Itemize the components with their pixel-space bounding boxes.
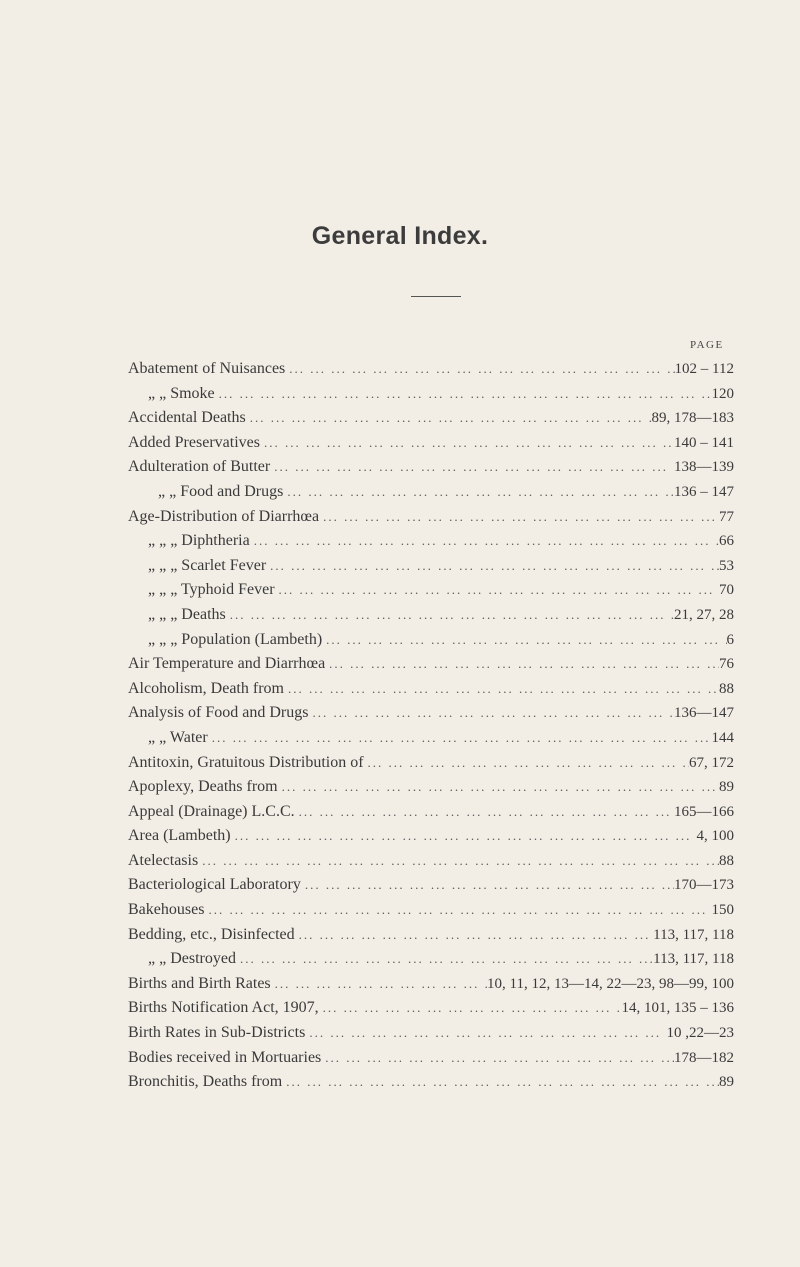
- entry-page: 67, 172: [689, 754, 734, 771]
- entry-label: „ „ Water: [148, 728, 208, 746]
- index-entry: [128, 1070, 740, 1095]
- index-entry: [128, 751, 740, 776]
- entry-page: 14, 101, 135 – 136: [621, 1000, 734, 1017]
- index-entry: [128, 505, 740, 530]
- index-entry: [128, 701, 740, 726]
- index-entry: [128, 800, 740, 825]
- title-divider: [411, 296, 461, 297]
- entry-page: 113, 117, 118: [653, 951, 734, 968]
- entry-page: 6: [726, 631, 734, 648]
- leader-dots: [282, 1070, 719, 1095]
- entry-page: 76: [719, 656, 734, 673]
- leader-dots: [305, 1021, 666, 1046]
- index-entry: [128, 726, 740, 751]
- page-column-header: PAGE: [690, 339, 724, 351]
- leader-dots: [284, 677, 719, 702]
- entry-page: 120: [711, 385, 734, 402]
- entry-page: 140 – 141: [674, 434, 734, 451]
- index-entry: [128, 1046, 740, 1071]
- entry-label: Alcoholism, Death from: [128, 679, 284, 697]
- entry-page: 165—166: [674, 803, 734, 820]
- leader-dots: [319, 996, 622, 1021]
- leader-dots: [319, 505, 719, 530]
- entry-page: 144: [711, 729, 734, 746]
- index-entry: [128, 578, 740, 603]
- index-entry: [128, 898, 740, 923]
- entry-label: Adulteration of Butter: [128, 458, 271, 476]
- leader-dots: [325, 652, 719, 677]
- leader-dots: [231, 824, 697, 849]
- leader-dots: [204, 898, 711, 923]
- entry-label: Bronchitis, Deaths from: [128, 1073, 283, 1091]
- index-entry: [128, 652, 740, 677]
- entry-label: Birth Rates in Sub-Districts: [128, 1024, 306, 1042]
- entry-label: „ „ Destroyed: [148, 950, 236, 968]
- index-entry: [128, 923, 740, 948]
- entry-page: 170—173: [674, 877, 734, 894]
- entry-label: „ „ Smoke: [148, 384, 215, 402]
- leader-dots: [226, 603, 674, 628]
- entry-label: Air Temperature and Diarrhœa: [128, 655, 326, 673]
- entry-label: Analysis of Food and Drugs: [128, 704, 309, 722]
- entry-page: 150: [711, 902, 734, 919]
- index-entry: [128, 677, 740, 702]
- page-title: General Index.: [311, 222, 489, 250]
- index-entry: [128, 480, 740, 505]
- entry-page: 88: [719, 680, 734, 697]
- leader-dots: [275, 578, 719, 603]
- entry-label: „ „ „ Population (Lambeth): [148, 630, 323, 648]
- entry-label: „ „ Food and Drugs: [158, 482, 284, 500]
- entry-label: Area (Lambeth): [128, 827, 231, 845]
- leader-dots: [266, 554, 719, 579]
- entry-page: 136—147: [674, 705, 734, 722]
- entry-label: „ „ „ Deaths: [148, 605, 226, 623]
- entry-page: 89, 178—183: [651, 410, 734, 427]
- index-list: [128, 357, 740, 1095]
- entry-label: Accidental Deaths: [128, 409, 246, 427]
- entry-label: Appeal (Drainage) L.C.C.: [128, 802, 295, 820]
- entry-label: „ „ „ Diphtheria: [148, 532, 250, 550]
- entry-label: Bedding, etc., Disinfected: [128, 925, 295, 943]
- index-entry: [128, 972, 740, 997]
- leader-dots: [208, 726, 712, 751]
- entry-page: 10 ,22—23: [666, 1025, 734, 1042]
- index-entry: [128, 529, 740, 554]
- leader-dots: [260, 431, 674, 456]
- leader-dots: [283, 480, 674, 505]
- index-entry: [128, 873, 740, 898]
- index-entry: [128, 357, 740, 382]
- leader-dots: [198, 849, 719, 874]
- index-entry: [128, 406, 740, 431]
- entry-label: Births Notification Act, 1907,: [128, 999, 319, 1017]
- entry-label: Bakehouses: [128, 901, 205, 919]
- entry-label: Abatement of Nuisances: [128, 360, 286, 377]
- index-entry: [128, 628, 740, 653]
- index-entry: [128, 1021, 740, 1046]
- entry-label: „ „ „ Scarlet Fever: [148, 556, 267, 574]
- entry-page: 113, 117, 118: [653, 926, 734, 943]
- leader-dots: [278, 775, 719, 800]
- entry-label: Bacteriological Laboratory: [128, 876, 301, 894]
- index-entry: [128, 431, 740, 456]
- index-entry: [128, 849, 740, 874]
- leader-dots: [295, 800, 674, 825]
- entry-page: 136 – 147: [674, 483, 734, 500]
- leader-dots: [295, 923, 654, 948]
- leader-dots: [271, 972, 487, 997]
- entry-page: 178—182: [674, 1049, 734, 1066]
- leader-dots: [285, 357, 674, 382]
- entry-page: 89: [719, 779, 734, 796]
- index-entry: [128, 382, 740, 407]
- entry-page: 53: [719, 557, 734, 574]
- index-entry: [128, 603, 740, 628]
- entry-label: Atelectasis: [128, 851, 199, 869]
- leader-dots: [322, 628, 726, 653]
- entry-label: „ „ „ Typhoid Fever: [148, 581, 275, 599]
- entry-label: Antitoxin, Gratuitous Distribution of: [128, 753, 364, 771]
- entry-page: 4, 100: [696, 828, 734, 845]
- leader-dots: [364, 751, 689, 776]
- leader-dots: [236, 947, 653, 972]
- index-entry: [128, 947, 740, 972]
- leader-dots: [308, 701, 674, 726]
- index-entry: [128, 554, 740, 579]
- leader-dots: [321, 1046, 674, 1071]
- entry-page: 88: [719, 852, 734, 869]
- leader-dots: [215, 382, 712, 407]
- index-entry: [128, 996, 740, 1021]
- leader-dots: [246, 406, 652, 431]
- entry-label: Age-Distribution of Diarrhœa: [128, 507, 320, 525]
- entry-label: Added Preservatives: [128, 433, 260, 451]
- entry-label: Bodies received in Mortuaries: [128, 1048, 322, 1066]
- entry-page: 77: [719, 508, 734, 525]
- entry-page: 21, 27, 28: [674, 606, 734, 623]
- entry-page: 10, 11, 12, 13—14, 22—23, 98—99, 100: [487, 975, 734, 992]
- leader-dots: [270, 455, 674, 480]
- entry-label: Apoplexy, Deaths from: [128, 778, 278, 796]
- entry-page: 70: [719, 582, 734, 599]
- entry-page: 66: [719, 533, 734, 550]
- index-entry: [128, 824, 740, 849]
- index-entry: [128, 775, 740, 800]
- entry-label: Births and Birth Rates: [128, 974, 271, 992]
- leader-dots: [250, 529, 719, 554]
- entry-page: 102 – 112: [674, 361, 734, 377]
- entry-page: 89: [719, 1074, 734, 1091]
- index-entry: [128, 455, 740, 480]
- leader-dots: [301, 873, 674, 898]
- entry-page: 138—139: [674, 459, 734, 476]
